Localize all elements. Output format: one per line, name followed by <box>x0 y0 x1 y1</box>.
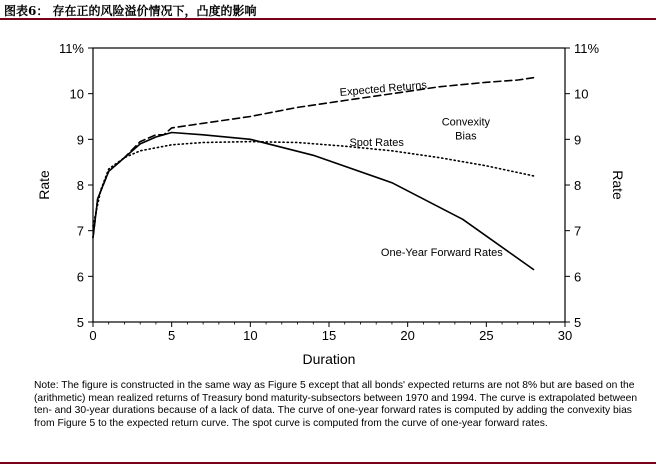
x-tick-label: 15 <box>321 328 337 343</box>
chart-axes <box>93 48 565 322</box>
y-tick-label-left: 5 <box>76 315 84 330</box>
x-tick-label: 25 <box>479 328 494 343</box>
y-tick-label-right: 7 <box>574 223 582 239</box>
x-tick-label: 5 <box>168 328 176 343</box>
y-tick-label-right: 8 <box>574 178 582 193</box>
x-tick-label: 10 <box>243 328 258 343</box>
x-tick-label: 30 <box>557 328 573 343</box>
chart-series <box>93 78 534 270</box>
chart-ticks <box>59 41 600 343</box>
y-axis-label-right: Rate <box>610 170 626 200</box>
y-tick-label-right: 11% <box>574 41 600 56</box>
y-tick-label-left: 6 <box>76 269 84 285</box>
series-line-2 <box>93 142 534 227</box>
series-label-3: One-Year Forward Rates <box>380 246 503 259</box>
series-label-1: Expected Returns <box>339 79 428 99</box>
y-tick-label-right: 6 <box>574 269 582 285</box>
plot-frame <box>93 48 565 322</box>
bottom-rule <box>0 462 656 464</box>
annotation-convexity-bias: Bias <box>455 130 477 143</box>
figure-title: 图表6： 存在正的风险溢价情况下，凸度的影响 <box>4 4 257 18</box>
y-axis-label-left: Rate <box>36 170 52 200</box>
series-line-1 <box>93 78 534 238</box>
y-tick-label-right: 9 <box>574 132 582 148</box>
x-tick-label: 0 <box>89 328 97 343</box>
y-tick-label-left: 9 <box>76 132 84 148</box>
y-tick-label-left: 11% <box>58 41 84 56</box>
y-tick-label-left: 8 <box>76 178 84 193</box>
y-tick-label-right: 5 <box>574 315 582 330</box>
x-axis-label: Duration <box>302 351 356 367</box>
x-tick-label: 20 <box>400 328 415 343</box>
y-tick-label-right: 10 <box>574 86 589 102</box>
series-label-2: Spot Rates <box>349 137 404 150</box>
y-tick-label-left: 10 <box>69 86 84 102</box>
figure-note: Note: The figure is constructed in the same way as Figure 5 except that all bonds' expected returns are not 8% but are based on the (arithmetic) mean realized returns of Treasury bond maturity-subsectors between 1970 and 1994. The curve is extrapolated between ten- and 30-year durations because of a lack of data. The curve of one-year forward rates is computed by adding the convexity bias from Figure 5 to the expected return curve. The spot curve is computed from the curve of one-year forward rates. <box>34 380 638 429</box>
annotation-convexity-bias: Convexity <box>441 116 491 129</box>
y-tick-label-left: 7 <box>76 223 84 239</box>
